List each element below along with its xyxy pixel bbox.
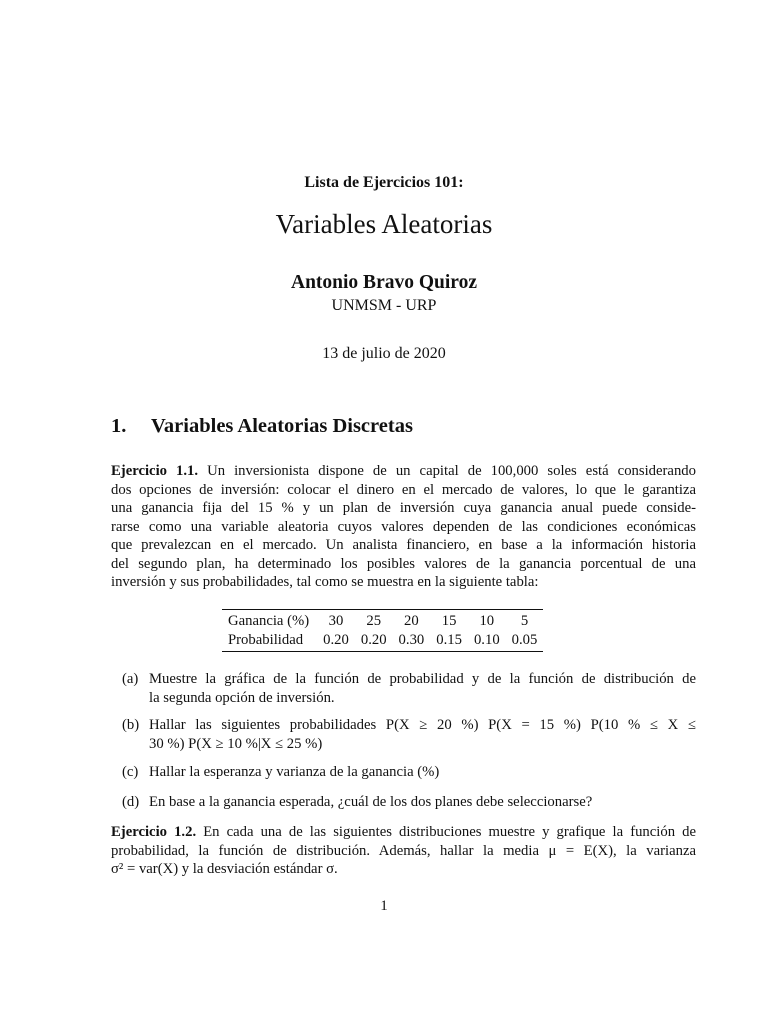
section-number: 1. bbox=[111, 415, 127, 437]
probability-table bbox=[222, 609, 543, 652]
list-item-label: (d) bbox=[122, 794, 140, 810]
table-cell: 0.20 bbox=[360, 632, 387, 648]
document-subtitle: Lista de Ejercicios 101: bbox=[304, 174, 464, 191]
page-number: 1 bbox=[380, 898, 388, 914]
list-item-line: Hallar las siguientes probabilidades P(X ≥ 20 %) P(X = 15 %) P(10 % ≤ X ≤ bbox=[149, 717, 696, 733]
document-date: 13 de julio de 2020 bbox=[322, 345, 446, 362]
list-item-line: Hallar la esperanza y varianza de la ganancia (%) bbox=[149, 764, 440, 780]
list-item-line: En base a la ganancia esperada, ¿cuál de los dos planes debe seleccionarse? bbox=[149, 794, 593, 810]
paragraph-line: una ganancia fija del 15 % y un plan de inversión cuya ganancia anual puede conside- bbox=[111, 500, 696, 516]
table-cell: 0.10 bbox=[473, 632, 500, 648]
paragraph-line: dos opciones de inversión: colocar el dinero en el mercado de valores, lo que le garantiza bbox=[111, 481, 696, 498]
list-item-label: (c) bbox=[122, 764, 139, 780]
section-heading bbox=[111, 415, 413, 438]
table-cell: 25 bbox=[366, 613, 382, 629]
paragraph-line: Ejercicio 1.2. En cada una de las siguientes distribuciones muestre y grafique la función de bbox=[111, 824, 696, 840]
list-item bbox=[122, 763, 696, 782]
paragraph-line: que prevalezcan en el mercado. Un analista financiero, en base a la información historia bbox=[111, 537, 696, 553]
paragraph-line: del segundo plan, ha determinado los posibles valores de la ganancia porcentual de una bbox=[111, 555, 696, 572]
paragraph-line: σ² = var(X) y la desviación estándar σ. bbox=[111, 861, 338, 877]
section-title: Variables Aleatorias Discretas bbox=[151, 415, 413, 437]
list-item bbox=[122, 716, 696, 753]
paragraph-line: probabilidad, la función de distribución. Además, hallar la media μ = E(X), la varianza bbox=[111, 842, 696, 859]
exercise-1-1-paragraph bbox=[111, 462, 696, 592]
table-row bbox=[222, 610, 543, 632]
list-item-line: la segunda opción de inversión. bbox=[149, 689, 335, 706]
list-item bbox=[122, 793, 696, 812]
list-item-label: (a) bbox=[122, 671, 139, 687]
table-cell: 30 bbox=[328, 613, 344, 629]
paragraph-line: rarse como una variable aleatoria cuyos valores dependen de las condiciones económicas bbox=[111, 518, 696, 535]
table-cell: 0.20 bbox=[323, 632, 349, 648]
table-cell: 15 bbox=[441, 613, 457, 629]
table-cell: 0.15 bbox=[436, 632, 462, 648]
list-item-line: Muestre la gráfica de la función de probabilidad y de la función de distribución de bbox=[149, 671, 696, 687]
table-cell: 20 bbox=[404, 613, 419, 629]
author-name: Antonio Bravo Quiroz bbox=[291, 272, 477, 293]
table-cell: 0.05 bbox=[511, 632, 538, 648]
table-cell: 10 bbox=[479, 613, 495, 629]
exercise-1-2-paragraph bbox=[111, 823, 696, 879]
paragraph-line: inversión y sus probabilidades, tal como se muestra en la siguiente tabla: bbox=[111, 574, 539, 590]
table-row-header: Ganancia (%) bbox=[228, 613, 310, 629]
table-row bbox=[222, 631, 543, 652]
author-affiliation: UNMSM - URP bbox=[331, 297, 437, 314]
document-title: Variables Aleatorias bbox=[275, 209, 493, 239]
list-item bbox=[122, 670, 696, 707]
list-item-label: (b) bbox=[122, 717, 140, 733]
table-cell: 5 bbox=[520, 613, 529, 629]
exercise-label: Ejercicio 1.1. bbox=[111, 463, 199, 479]
paragraph-line: Ejercicio 1.1. Un inversionista dispone de un capital de 100,000 soles está considerando bbox=[111, 463, 696, 479]
exercise-label: Ejercicio 1.2. bbox=[111, 824, 197, 840]
table-cell: 0.30 bbox=[398, 632, 425, 648]
table-row-header: Probabilidad bbox=[228, 632, 304, 648]
list-item-line: 30 %) P(X ≥ 10 %|X ≤ 25 %) bbox=[149, 735, 323, 752]
